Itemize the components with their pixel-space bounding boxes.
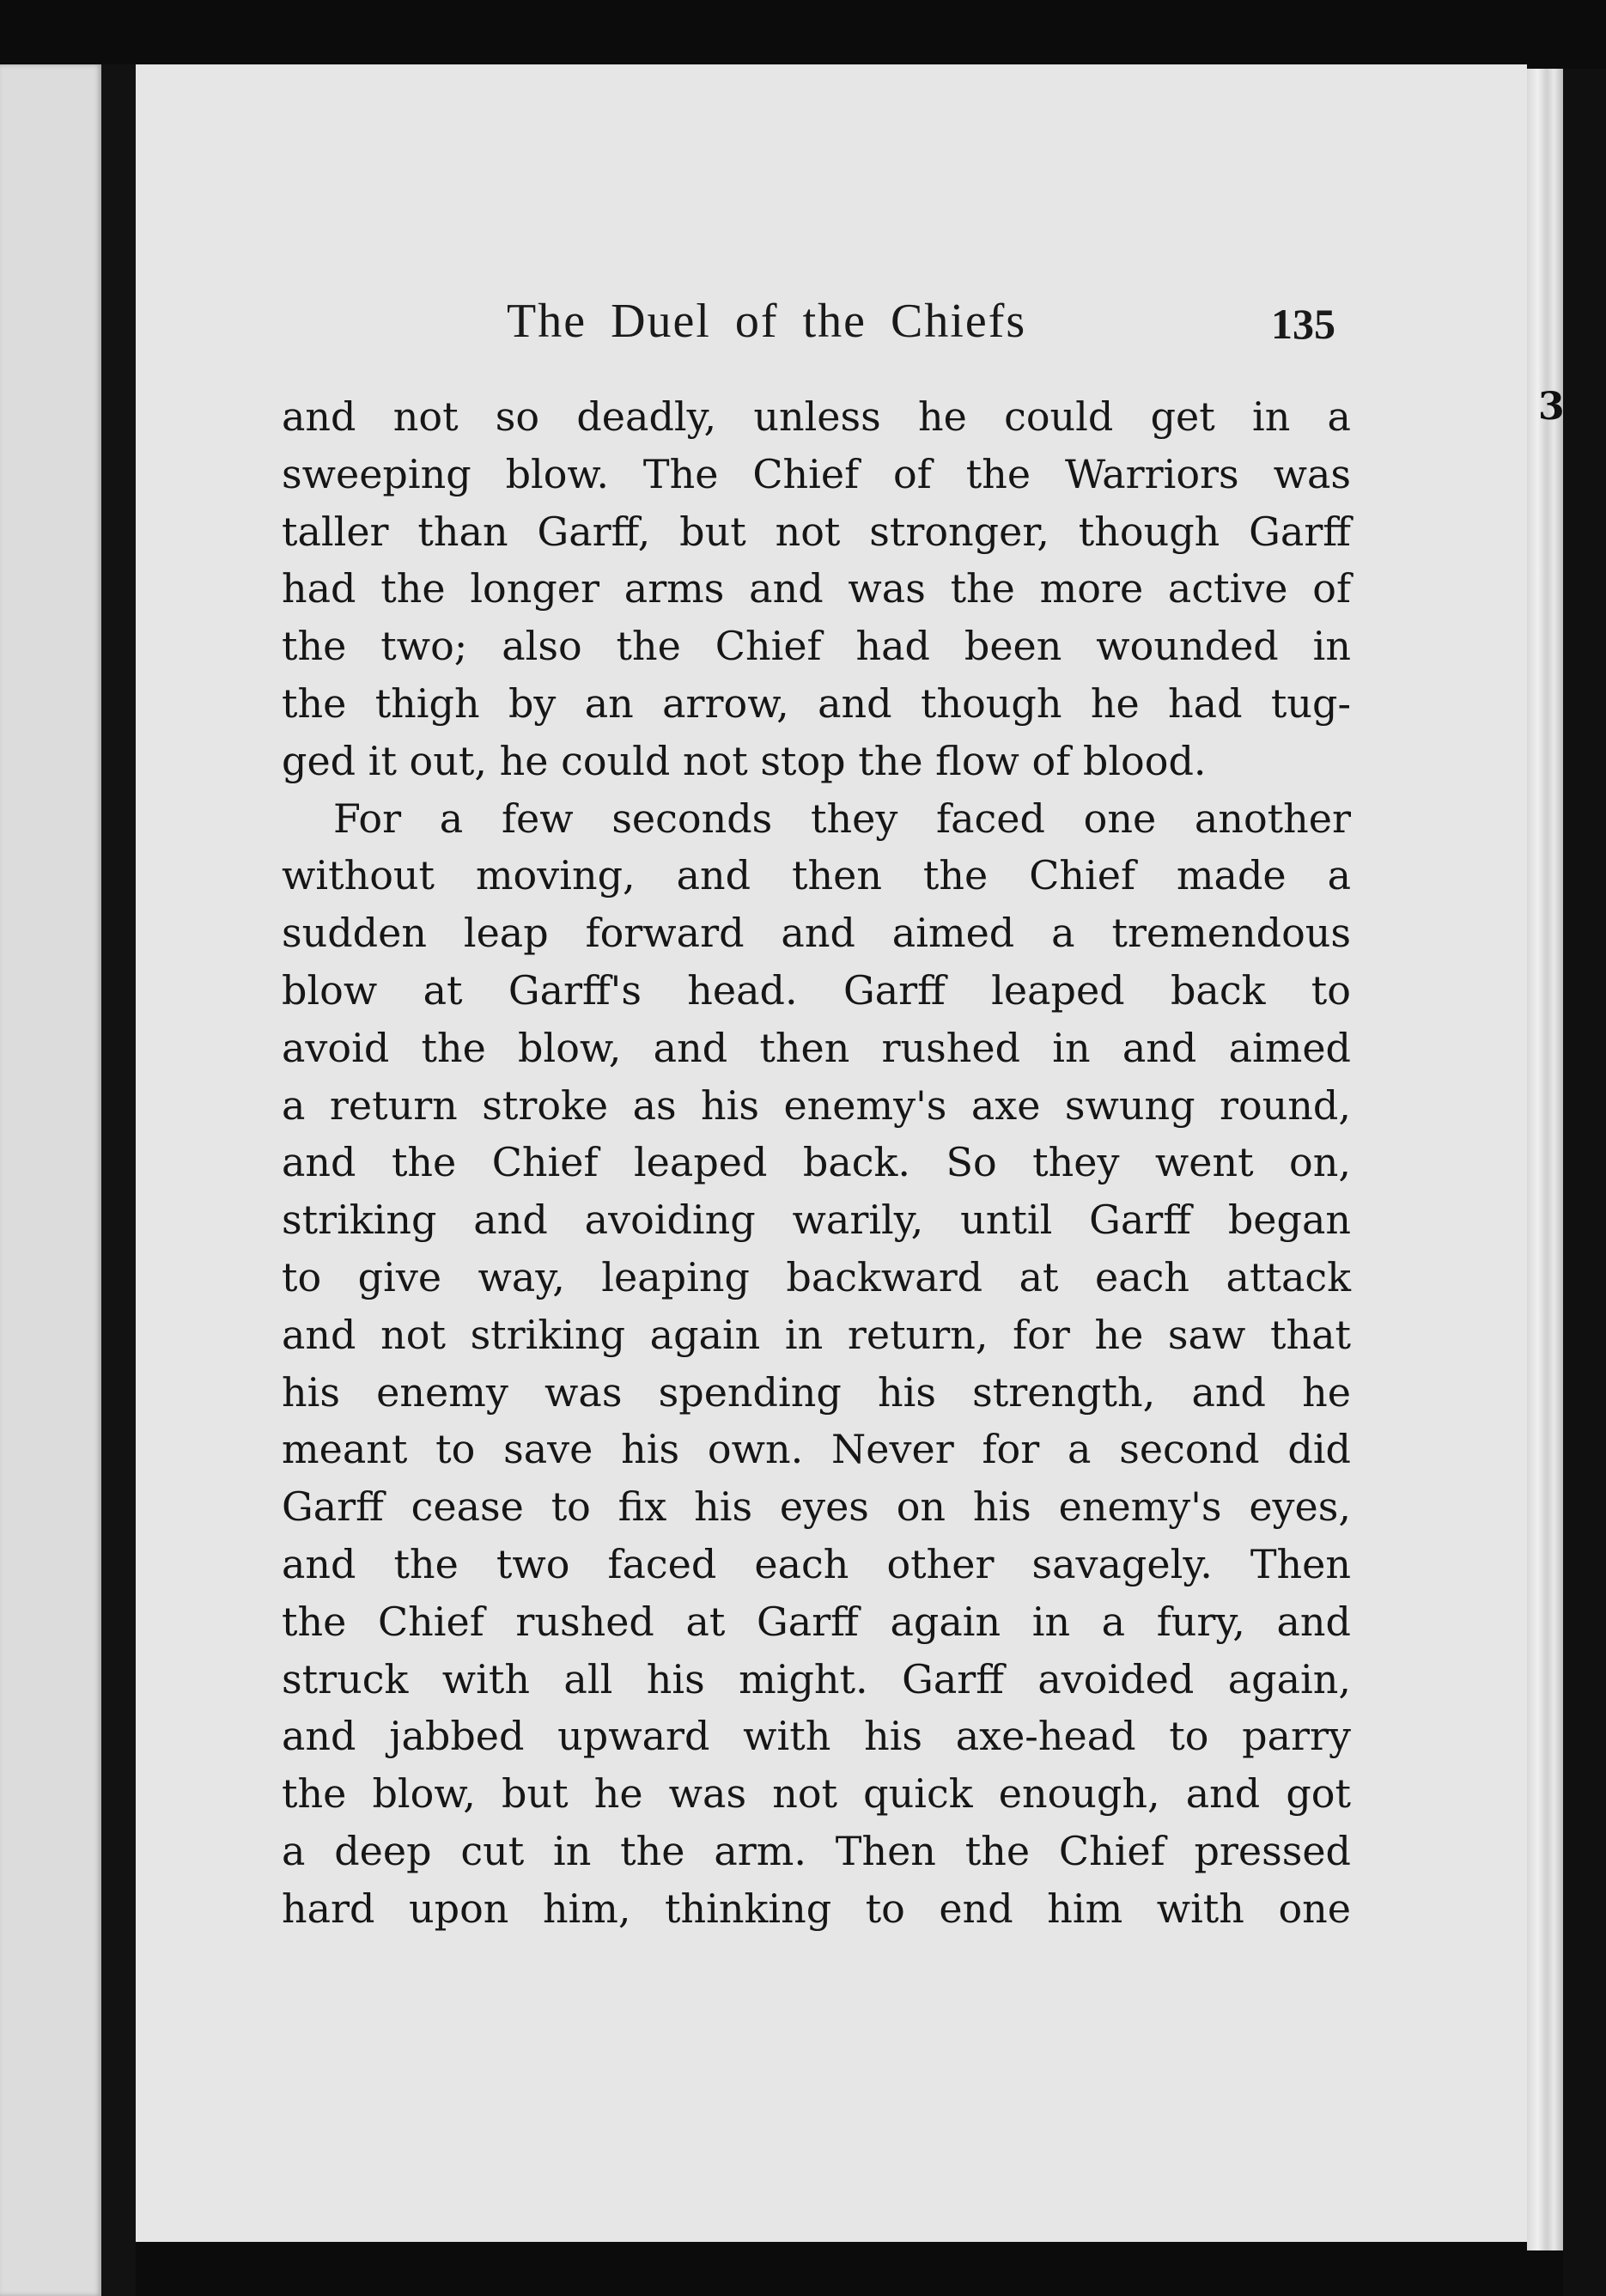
text-line: his enemy was spending his strength, and he — [282, 1368, 1351, 1416]
text-line: For a few seconds they faced one another — [333, 795, 1351, 842]
edge-mark: 3 — [1538, 385, 1565, 429]
page-stack-shadow — [1563, 69, 1606, 2296]
page-number: 135 — [1271, 300, 1335, 348]
text-line: to give way, leaping backward at each attack — [282, 1253, 1351, 1300]
text-line: and not so deadly, unless he could get in a — [282, 393, 1351, 440]
previous-page-edge — [0, 64, 101, 2296]
text-line: and not striking again in return, for he saw that — [282, 1311, 1351, 1358]
text-line: and the two faced each other savagely. Then — [282, 1540, 1351, 1587]
text-line: a return stroke as his enemy's axe swung round, — [282, 1081, 1351, 1129]
text-line: sudden leap forward and aimed a tremendous — [282, 910, 1351, 957]
body-text — [282, 388, 1351, 1938]
text-line: striking and avoiding warily, until Garff began — [282, 1197, 1351, 1244]
text-line: ged it out, he could not stop the flow of blood. — [282, 737, 1207, 784]
text-line: and the Chief leaped back. So they went on, — [282, 1139, 1351, 1186]
text-line: the thigh by an arrow, and though he had tug- — [282, 679, 1351, 727]
text-line: the two; also the Chief had been wounded in — [282, 623, 1351, 670]
text-line: hard upon him, thinking to end him with one — [282, 1885, 1351, 1932]
text-line: struck with all his might. Garff avoided again, — [282, 1655, 1351, 1702]
book-gutter — [101, 64, 136, 2296]
running-title: The Duel of the Chiefs — [507, 295, 1027, 348]
text-line: meant to save his own. Never for a second did — [282, 1426, 1351, 1473]
text-line: the Chief rushed at Garff again in a fury, and — [282, 1598, 1351, 1645]
text-line: a deep cut in the arm. Then the Chief pressed — [282, 1827, 1351, 1874]
text-line: taller than Garff, but not stronger, though Garff — [282, 508, 1351, 555]
text-line: avoid the blow, and then rushed in and aimed — [282, 1024, 1351, 1071]
text-line: sweeping blow. The Chief of the Warriors was — [282, 450, 1351, 497]
text-line: blow at Garff's head. Garff leaped back to — [282, 966, 1351, 1014]
text-line: the blow, but he was not quick enough, and got — [282, 1770, 1351, 1818]
text-line: Garff cease to fix his eyes on his enemy's eyes, — [282, 1483, 1351, 1531]
text-line: and jabbed upward with his axe-head to parry — [282, 1713, 1351, 1760]
text-line: without moving, and then the Chief made a — [282, 852, 1351, 899]
text-line: had the longer arms and was the more active of — [282, 565, 1351, 612]
running-head — [0, 283, 1606, 352]
